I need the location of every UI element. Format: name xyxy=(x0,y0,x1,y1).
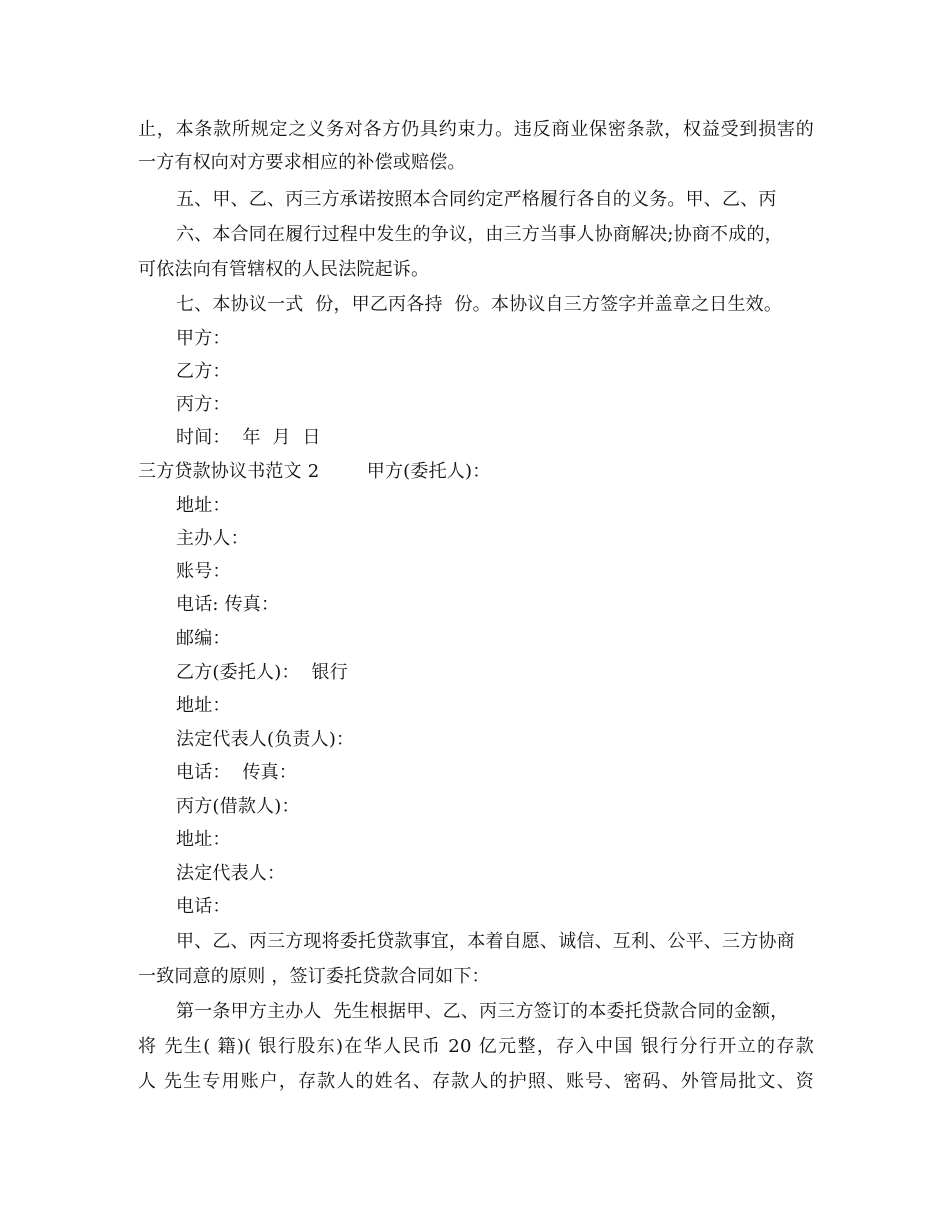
party-b-legal-representative-label: 法定代表人(负责人)： xyxy=(176,729,355,750)
clause-five-line: 五、甲、乙、丙三方承诺按照本合同约定严格履行各自的义务。甲、乙、丙 xyxy=(176,189,777,210)
party-a-organizer-label: 主办人： xyxy=(176,528,249,549)
party-b-signature-label: 乙方： xyxy=(176,361,231,382)
agreement-intro-line: 甲、乙、丙三方现将委托贷款事宜，本着自愿、诚信、互利、公平、三方协商 xyxy=(176,931,795,952)
section-heading: 三方贷款协议书范文 2 甲方(委托人)： xyxy=(138,461,491,482)
article-one-line: 人 先生专用账户，存款人的姓名、存款人的护照、账号、密码、外管局批文、资 xyxy=(138,1071,814,1092)
party-c-heading: 丙方(借款人)： xyxy=(176,796,300,817)
paragraph-line: 可依法向有管辖权的人民法院起诉。 xyxy=(138,259,430,280)
party-c-legal-representative-label: 法定代表人： xyxy=(176,863,286,884)
party-b-address-label: 地址： xyxy=(176,695,231,716)
party-a-address-label: 地址： xyxy=(176,495,231,516)
paragraph-line: 一方有权向对方要求相应的补偿或赔偿。 xyxy=(138,152,466,173)
party-b-heading: 乙方(委托人)： 银行 xyxy=(176,662,348,683)
party-a-phone-fax-label: 电话: 传真： xyxy=(176,594,280,615)
party-c-phone-label: 电话： xyxy=(176,896,231,917)
signature-date-label: 时间： 年 月 日 xyxy=(176,427,321,448)
party-c-address-label: 地址： xyxy=(176,829,231,850)
party-b-phone-fax-label: 电话： 传真： xyxy=(176,762,298,783)
article-one-line: 将 先生( 籍)( 银行股东)在华人民币 20 亿元整，存入中国 银行分行开立的存款 xyxy=(138,1036,814,1057)
clause-six-line: 六、本合同在履行过程中发生的争议，由三方当事人协商解决;协商不成的， xyxy=(176,224,783,245)
party-a-postcode-label: 邮编： xyxy=(176,628,231,649)
agreement-intro-line: 一致同意的原则 ，签订委托贷款合同如下： xyxy=(138,966,490,987)
party-a-signature-label: 甲方： xyxy=(176,328,231,349)
article-one-line: 第一条甲方主办人 先生根据甲、乙、丙三方签订的本委托贷款合同的金额， xyxy=(176,1001,789,1022)
clause-seven-line: 七、本协议一式 份，甲乙丙各持 份。本协议自三方签字并盖章之日生效。 xyxy=(176,294,783,315)
party-a-account-label: 账号： xyxy=(176,561,231,582)
party-c-signature-label: 丙方： xyxy=(176,394,231,415)
paragraph-line: 止，本条款所规定之义务对各方仍具约束力。违反商业保密条款，权益受到损害的 xyxy=(138,119,814,140)
